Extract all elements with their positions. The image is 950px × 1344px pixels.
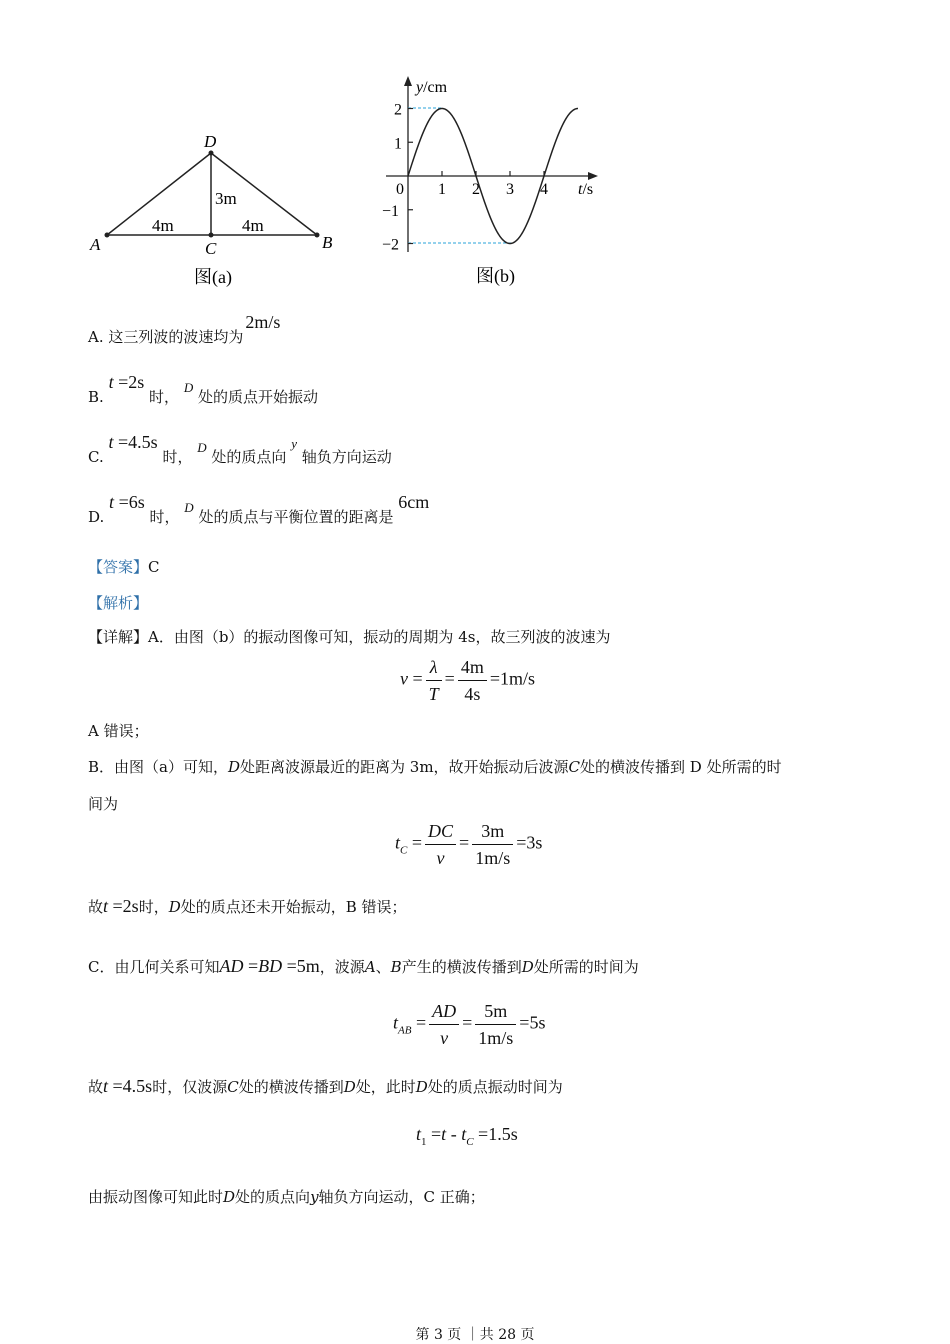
y-tick-label: 2 xyxy=(394,101,402,119)
answer-tag: 【答案】 xyxy=(88,558,149,576)
x-tick-label: 3 xyxy=(506,181,514,198)
detail-p4: 间为 xyxy=(88,795,119,813)
y-tick-label: 1 xyxy=(394,135,402,153)
figure-a-triangle xyxy=(82,126,352,296)
option-d xyxy=(88,492,430,526)
x-tick-label: 4 xyxy=(540,181,548,198)
option-d-math-end: 6cm xyxy=(398,492,430,512)
option-b-mid: 时， xyxy=(149,388,180,406)
equation-tc: $t_C$ = $\frac{DC}{v}$ = $\frac{3m}{1m/s}$ =3s xyxy=(395,821,543,868)
label-ac-length: 4m xyxy=(152,216,174,235)
label-d: D xyxy=(204,132,217,151)
option-c-mid: 时， xyxy=(162,448,193,466)
option-d-end: 处的质点与平衡位置的距离是 xyxy=(198,508,394,526)
answer-value: C xyxy=(148,558,160,576)
option-c-label: C. xyxy=(88,448,104,466)
y-axis-arrow-icon xyxy=(404,76,412,86)
analysis-tag: 【解析】 xyxy=(88,594,149,612)
detail-p5: 故t =2s时，D处的质点还未开始振动，B 错误； xyxy=(88,896,407,916)
origin-label: 0 xyxy=(396,181,404,198)
x-tick-label: 1 xyxy=(438,181,446,198)
option-a xyxy=(88,312,281,346)
x-tick-label: 2 xyxy=(472,181,480,198)
detail-p6: C．由几何关系可知AD =BD =5m，波源A、B产生的横波传播到D处所需的时间为 xyxy=(88,956,639,976)
option-c xyxy=(88,432,392,466)
detail-p1: 【详解】A．由图（b）的振动图像可知，振动的周期为 4s，故三列波的波速为 xyxy=(88,628,611,646)
label-dc-length: 3m xyxy=(215,189,237,208)
option-d-var: D xyxy=(184,500,194,515)
option-b-var: D xyxy=(183,380,194,395)
option-c-mid2: 处的质点向 xyxy=(211,448,287,466)
point-a xyxy=(105,233,110,238)
option-a-math: 2m/s xyxy=(245,312,281,332)
y-tick-label: −1 xyxy=(382,202,400,220)
detail-p2: A 错误； xyxy=(88,722,149,740)
detail-p7: 故t =4.5s时，仅波源C处的横波传播到D处，此时D处的质点振动时间为 xyxy=(88,1076,563,1096)
label-a: A xyxy=(90,235,101,254)
option-b-math: t =2s xyxy=(108,372,145,392)
label-cb-length: 4m xyxy=(242,216,264,235)
x-axis-label: t/s xyxy=(578,181,594,198)
page-footer: 第 3 页 ｜共 28 页 xyxy=(415,1327,535,1343)
detail-p8: 由振动图像可知此时D处的质点向y轴负方向运动，C 正确； xyxy=(88,1188,485,1206)
option-c-var: D xyxy=(197,440,207,455)
option-b xyxy=(88,372,319,406)
option-b-label: B. xyxy=(88,388,104,406)
equation-tab: $t_{AB}$ = $\frac{AD}{v}$ = $\frac{5m}{1m/s}$ =5s xyxy=(393,1001,546,1048)
x-axis-arrow-icon xyxy=(588,172,598,180)
figure-b-graph xyxy=(380,74,610,294)
equation-speed: v = $\frac{\lambda}{T}$ = $\frac{4m}{4s}$ =1m/s xyxy=(400,657,536,704)
equation-t1: $t_1 =t - t_C =1.5s$ xyxy=(416,1124,518,1148)
point-b xyxy=(315,233,320,238)
option-c-end: 轴负方向运动 xyxy=(301,448,392,466)
answer-line xyxy=(88,556,160,577)
label-c: C xyxy=(205,239,217,258)
detail-p3: B．由图（a）可知，D处距离波源最近的距离为 3m，故开始振动后波源C处的横波传播到 D 处所需的时 xyxy=(88,758,782,776)
y-axis-label: y/cm xyxy=(416,79,448,96)
option-d-label: D. xyxy=(88,508,105,526)
point-d xyxy=(209,151,214,156)
figure-a-caption: 图(a) xyxy=(194,267,232,287)
figure-b-caption: 图(b) xyxy=(476,266,515,286)
label-b: B xyxy=(322,233,333,252)
option-c-var2: y xyxy=(291,436,297,451)
option-c-math: t =4.5s xyxy=(108,432,158,452)
y-tick-label: −2 xyxy=(382,236,400,254)
option-d-mid: 时， xyxy=(149,508,180,526)
option-a-text: A. 这三列波的波速均为 xyxy=(88,328,244,346)
option-b-end: 处的质点开始振动 xyxy=(198,388,319,406)
option-d-math: t =6s xyxy=(109,492,145,512)
point-c xyxy=(209,233,214,238)
